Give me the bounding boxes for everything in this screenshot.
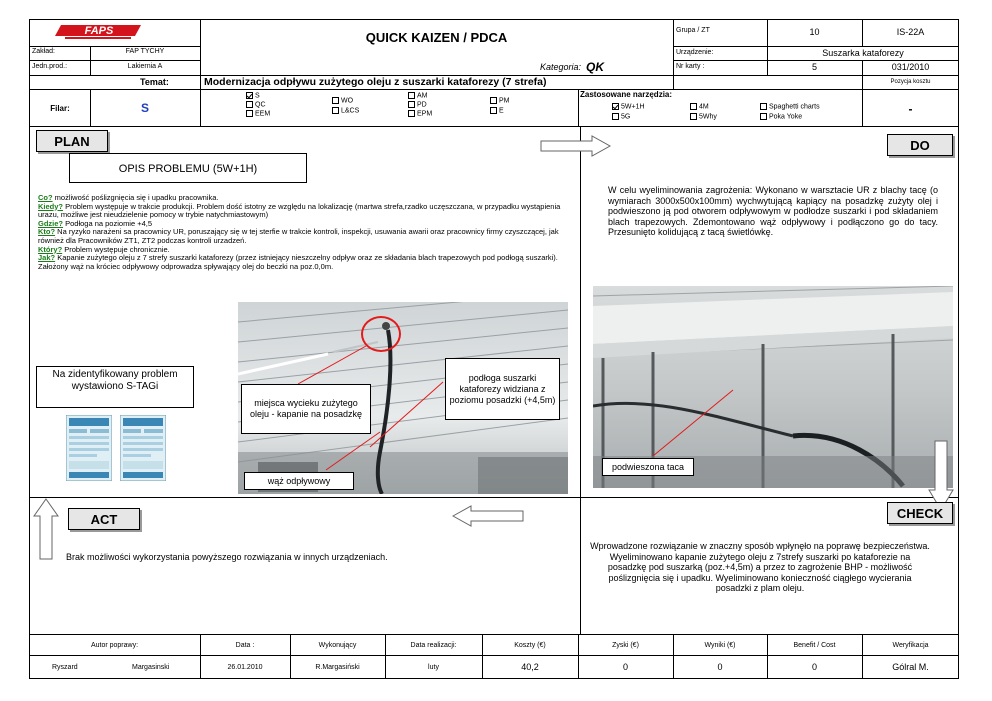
checkbox-icon[interactable]: [408, 110, 415, 117]
checkbox-checked-icon[interactable]: [246, 92, 253, 99]
checkbox-icon[interactable]: [332, 107, 339, 114]
filar-option-s[interactable]: S: [246, 92, 260, 99]
filar-checkboxes: [246, 92, 546, 124]
filar-label: Filar:: [50, 104, 70, 113]
pozycja-label: Pozycja kosztu: [890, 79, 931, 85]
wykonujacy-value: R.Margasiński: [315, 664, 360, 671]
stag-card-image: [120, 415, 166, 481]
autor-last: Margasinski: [132, 664, 170, 671]
leak-highlight-circle: [361, 316, 401, 352]
problem-title-box: OPIS PROBLEMU (5W+1H): [69, 153, 307, 183]
question-jak: Jak? Kapanie zużytego oleju z 7 strefy suszarki kataforezy (przez istniejący nieszczelny odpływ oraz ze składania blach trapezowych pod podłogą suszarki). Założony wąż na króciec odpływowy odprowadza spływający olej do beczki na poz.0,0m.: [38, 253, 558, 271]
jedn-value: Lakiernia A: [127, 63, 163, 70]
tool-option-spaghetti[interactable]: Spaghetti charts: [760, 103, 820, 110]
tool-option-4m[interactable]: 4M: [690, 103, 709, 110]
filar-option-lcs[interactable]: L&CS: [332, 107, 359, 114]
urzadzenie-value: Suszarka kataforezy: [822, 48, 904, 58]
arrow-act-to-plan-icon: [33, 498, 59, 565]
question-gdzie: Gdzie? Podłoga na poziomie +4,5: [38, 218, 153, 228]
question-kto: Kto? Na ryzyko narażeni sa pracownicy UR, poruszający się w tej sterfie w trakcie kontroli, inspekcji, usuwania awarii oraz pracownicy firmy czyszczącej, jak również dla Pracowników ZT1, ZT2 podczas kontroli urzadzeń.: [38, 227, 559, 245]
temat-value: Modernizacja odpływu zużytego oleju z suszarki kataforezy (7 strefa): [204, 76, 547, 88]
problem-description: [38, 194, 568, 271]
wykonujacy-label: Wykonujący: [318, 642, 357, 649]
callout-floor-box: podłoga suszarki kataforezy widziana z poziomu posadzki (+4,5m): [445, 358, 560, 420]
filar-value: S: [140, 101, 149, 115]
weryfikacja-value: Gólral M.: [892, 662, 929, 672]
tool-option-pokayoke[interactable]: Poka Yoke: [760, 113, 802, 120]
question-co: Co? możliwość poślizgnięcia się i upadku pracownika.: [38, 193, 219, 202]
checkbox-icon[interactable]: [246, 110, 253, 117]
filar-option-pd[interactable]: PD: [408, 101, 427, 108]
realizacji-label: Data realizacji:: [410, 642, 457, 649]
data-label: Data :: [235, 642, 255, 649]
autor-first: Ryszard: [52, 664, 78, 671]
checkbox-icon[interactable]: [408, 101, 415, 108]
question-kiedy: Kiedy? Problem występuje w trakcie produkcji. Problem dość istotny ze względu na lokalizację (martwa strefa,rzadko uczęszczana, w przypadku wystąpienia urazu, możliwe jest nieudzielenie pomocy w trybie natychmiastowym): [38, 201, 561, 220]
tool-option-5why[interactable]: 5Why: [690, 113, 717, 120]
tool-option-5g[interactable]: 5G: [612, 113, 630, 120]
checkbox-icon[interactable]: [690, 113, 697, 120]
arrow-plan-to-do-icon: [540, 135, 612, 162]
wyniki-value: 0: [717, 662, 723, 672]
nr-karty-label: Nr karty :: [676, 63, 705, 70]
check-section-label: CHECK: [887, 502, 953, 524]
grupa-value: 10: [809, 27, 820, 37]
temat-label: Temat:: [140, 77, 169, 87]
faps-logo: [55, 22, 145, 42]
narzedzia-label: Zastosowane narzędzia:: [580, 90, 673, 99]
benefit-value: 0: [811, 662, 817, 672]
jedn-label: Jedn.prod.:: [32, 63, 68, 70]
do-section-label: DO: [887, 134, 953, 156]
zaklad-value: FAP TYCHY: [125, 48, 165, 55]
grupa-label: Grupa / ZT: [676, 27, 710, 34]
do-description: W celu wyeliminowania zagrożenia: Wykonano w warsztacie UR z blachy tacę (o wymiarach 3000x500x100mm) wychwytującą kapiący na posadzkę zużyty olej i podwieszono ją pod otworem odpływowym w podłodze suszarki i pod składaniem blach trapezowych. Zdemontowano wąż odpływowy i podłączono go do tacy. Przesunięto kolidującą z tacą świetlówkę.: [608, 185, 938, 237]
act-section-label: ACT: [68, 508, 140, 530]
checkbox-icon[interactable]: [246, 101, 253, 108]
zaklad-label: Zakład:: [32, 48, 55, 55]
koszty-label: Koszty (€): [514, 642, 546, 649]
filar-option-pm[interactable]: PM: [490, 97, 510, 104]
data-value: 26.01.2010: [227, 664, 263, 671]
nr-karty-year: 031/2010: [891, 62, 930, 72]
checkbox-icon[interactable]: [332, 97, 339, 104]
checkbox-icon[interactable]: [760, 103, 767, 110]
callout-tray-box: podwieszona taca: [602, 458, 694, 476]
svg-text:FAPS: FAPS: [84, 25, 114, 37]
narzedzia-checkboxes: [612, 103, 852, 125]
filar-option-e[interactable]: E: [490, 107, 504, 114]
benefit-label: Benefit / Cost: [793, 642, 836, 649]
stag-info-box: Na zidentyfikowany problem wystawiono S-TAGi: [36, 366, 194, 408]
urzadzenie-label: Urządzenie:: [676, 49, 714, 56]
plan-section-label: PLAN: [36, 130, 108, 152]
zyski-label: Zyski (€): [612, 642, 639, 649]
doc-code: IS-22A: [896, 27, 925, 37]
kategoria-label: Kategoria:: [540, 62, 582, 72]
pozycja-value: -: [908, 102, 913, 116]
filar-option-epm[interactable]: EPM: [408, 110, 432, 117]
card-title: QUICK KAIZEN / PDCA: [365, 30, 508, 45]
koszty-value: 40,2: [521, 662, 539, 672]
check-description: Wprowadzone rozwiązanie w znaczny sposób wpłynęło na poprawę bezpieczeństwa. Wyeliminowano kapanie zużytego oleju z 7strefy suszarki po kataforezie na posadzkę pod suszarką (poz.+4,5m) a przez to zagrożenie BHP - możliwość poślizgnięcia się i upadku. Wyeliminowano konieczność ciągłego wycierania posadzki z plam oleju.: [590, 541, 930, 593]
act-description: Brak możliwości wykorzystania powyższego rozwiązania w innych urządzeniach.: [66, 552, 388, 562]
weryfikacja-label: Weryfikacja: [892, 642, 929, 649]
kategoria-value: QK: [586, 60, 604, 74]
checkbox-icon[interactable]: [690, 103, 697, 110]
arrow-check-to-act-icon: [452, 505, 524, 532]
callout-leak-box: miejsca wycieku zużytego oleju - kapanie na posadzkę: [241, 384, 371, 434]
question-ktory: Który? Problem występuje chronicznie.: [38, 244, 170, 254]
tool-option-5w1h[interactable]: 5W+1H: [612, 103, 645, 110]
stag-card-image: [66, 415, 112, 481]
checkbox-icon[interactable]: [490, 107, 497, 114]
filar-option-eem[interactable]: EEM: [246, 110, 270, 117]
autor-label: Autor poprawy:: [90, 642, 139, 649]
filar-option-wo[interactable]: WO: [332, 97, 353, 104]
filar-option-qc[interactable]: QC: [246, 101, 266, 108]
callout-hose-box: wąż odpływowy: [244, 472, 354, 490]
checkbox-icon[interactable]: [490, 97, 497, 104]
checkbox-checked-icon[interactable]: [612, 103, 619, 110]
checkbox-icon[interactable]: [408, 92, 415, 99]
zyski-value: 0: [622, 662, 628, 672]
checkbox-icon[interactable]: [760, 113, 767, 120]
filar-option-am[interactable]: AM: [408, 92, 428, 99]
checkbox-icon[interactable]: [612, 113, 619, 120]
realizacji-value: luty: [428, 664, 439, 671]
nr-karty-value: 5: [811, 62, 817, 72]
wyniki-label: Wyniki (€): [704, 642, 736, 649]
